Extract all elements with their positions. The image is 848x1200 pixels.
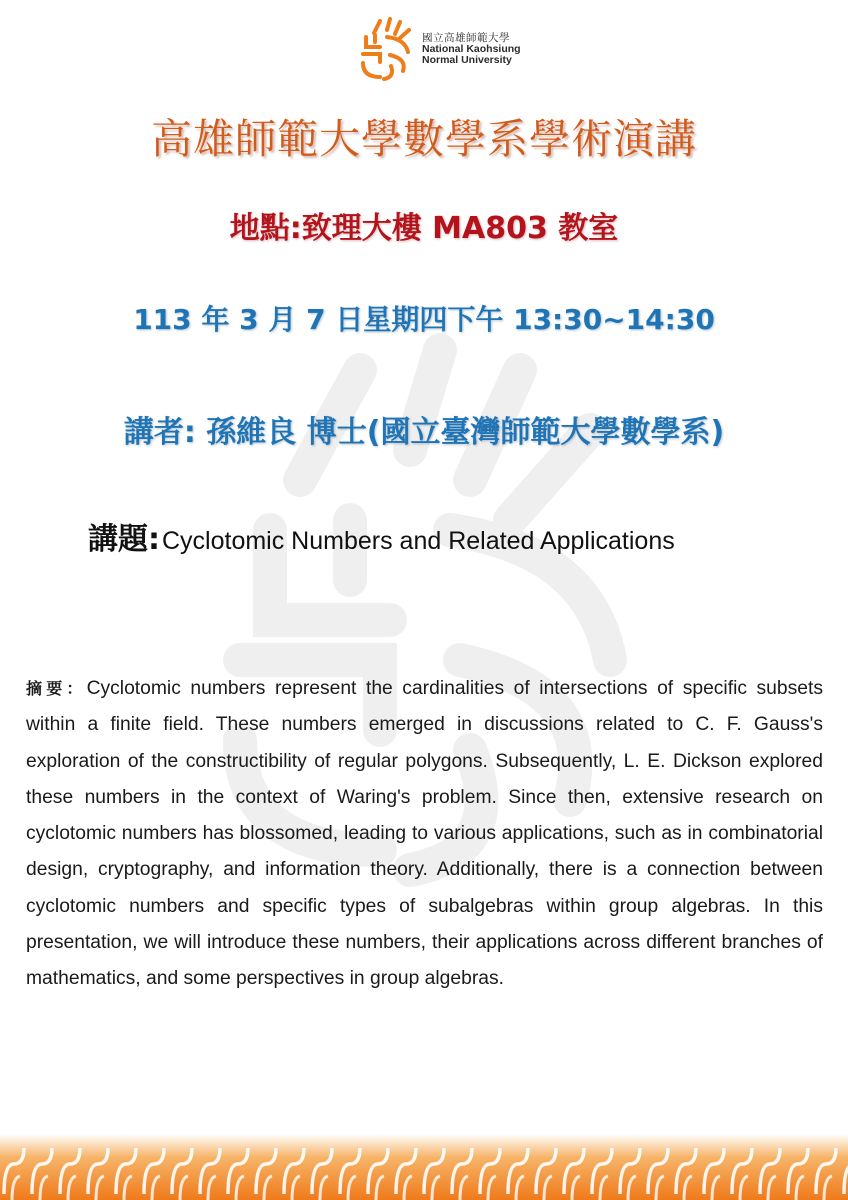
topic-title: Cyclotomic Numbers and Related Applications [162,527,675,555]
talk-topic [88,514,675,558]
logo-name-english-line1: National Kaohsiung [422,42,521,55]
date-time-line: 113 年 3 月 7 日星期四下午 13:30~14:30 [133,303,715,336]
university-logo [360,17,521,81]
logo-name-english-line2: Normal University [422,53,512,66]
venue-line: 地點:致理大樓 MA803 教室 [229,211,619,246]
topic-label: 講題: [88,522,160,557]
abstract-label: 摘要： [26,679,87,698]
abstract-text: Cyclotomic numbers represent the cardinalities of intersections of specific subsets within a finite field. These numbers emerged in discussions related to C. F. Gauss's exploration of the constructibility of regular polygons. Subsequently, L. E. Dickson explored these numbers in the context of Waring's problem. Since then, extensive research on cyclotomic numbers has blossomed, leading to various applications, such as in combinatorial design, cryptography, and information theory. Additionally, there is a connection between cyclotomic numbers and specific types of subalgebras within group algebras. In this presentation, we will introduce these numbers, their applications across different branches of mathematics, and some perspectives in group algebras. [26,678,823,990]
speaker-line: 講者: 孫維良 博士(國立臺灣師範大學數學系) [123,415,725,450]
poster-title: 高雄師範大學數學系學術演講 [151,115,697,163]
logo-name-chinese: 國立高雄師範大學 [422,31,510,44]
nknu-emblem-icon [360,17,416,81]
footer-pattern-band [0,1134,848,1200]
abstract-paragraph [26,671,823,998]
